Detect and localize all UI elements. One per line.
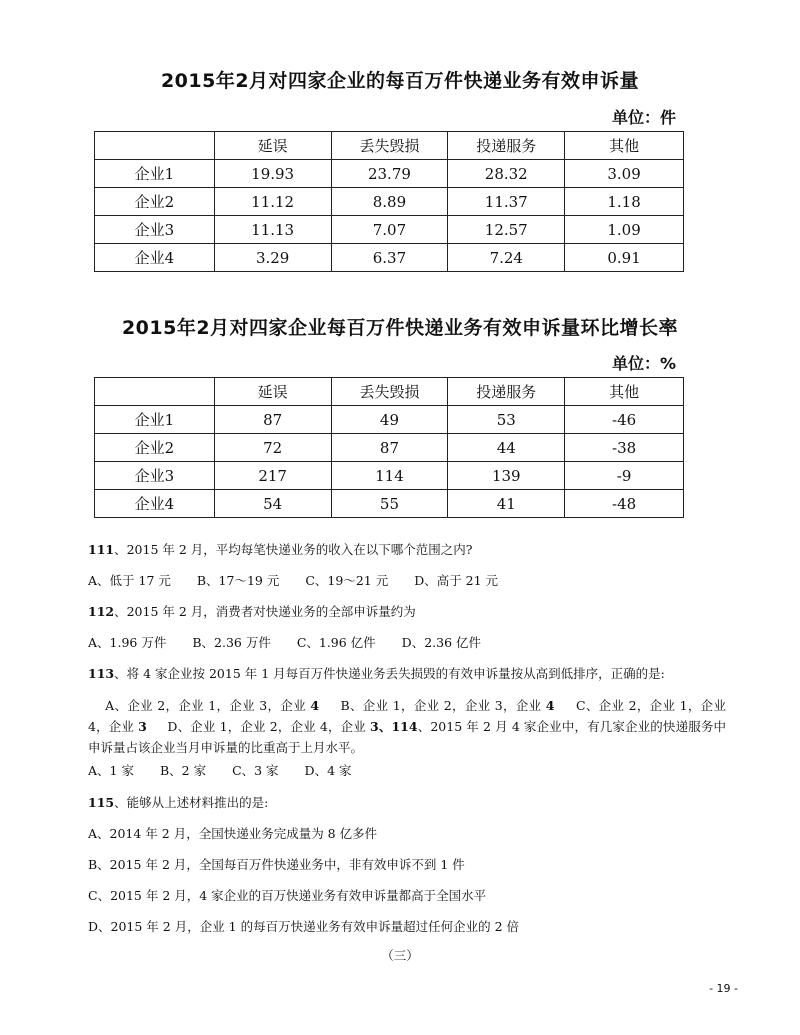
table-row <box>95 490 684 518</box>
question-112-options <box>88 633 728 653</box>
cell: 7.24 <box>448 244 565 272</box>
row-label: 企业4 <box>95 244 215 272</box>
table1 <box>94 131 684 272</box>
cell: 55 <box>331 490 448 518</box>
question-114-text: 、2015 年 2 月 4 家企业中，有几家企业的快递服务中申诉量占该企业当月申诉量的比重高于上月水平。 <box>88 719 726 755</box>
table1-unit: 单位：件 <box>612 108 677 127</box>
option-d: D、2.36 亿件 <box>401 635 481 650</box>
table-row <box>95 462 684 490</box>
cell: -48 <box>565 490 684 518</box>
row-label: 企业3 <box>95 462 215 490</box>
option-b: B、企业 1，企业 2，企业 3，企业 <box>340 698 546 713</box>
cell: 114 <box>331 462 448 490</box>
option-d: D、4 家 <box>304 763 352 778</box>
cell: 3.09 <box>565 160 684 188</box>
cell: 11.13 <box>214 216 331 244</box>
table-header-row <box>95 378 684 406</box>
row-label: 企业4 <box>95 490 215 518</box>
cell: 6.37 <box>331 244 448 272</box>
option-d: D、高于 21 元 <box>414 573 499 588</box>
cell: 28.32 <box>448 160 565 188</box>
question-111-options <box>88 571 728 591</box>
cell: 53 <box>448 406 565 434</box>
cell: 11.12 <box>214 188 331 216</box>
option-b: B、2 家 <box>159 763 207 778</box>
header-cell: 其他 <box>565 378 684 406</box>
table2-title: 2015年2月对四家企业每百万件快递业务有效申诉量环比增长率 <box>121 317 679 339</box>
table2-unit: 单位：% <box>612 354 677 373</box>
table-row <box>95 188 684 216</box>
cell: 87 <box>214 406 331 434</box>
header-cell <box>95 132 215 160</box>
cell: 0.91 <box>565 244 684 272</box>
table-row <box>95 434 684 462</box>
header-cell: 其他 <box>565 132 684 160</box>
cell: -9 <box>565 462 684 490</box>
question-number: 111 <box>88 542 115 557</box>
option-a: A、2014 年 2 月，全国快递业务完成量为 8 亿多件 <box>88 826 378 841</box>
row-label: 企业2 <box>95 188 215 216</box>
header-cell: 延误 <box>214 132 331 160</box>
option-a: A、企业 2，企业 1，企业 3，企业 <box>105 698 311 713</box>
option-c-end: 3 <box>138 719 147 734</box>
cell: 12.57 <box>448 216 565 244</box>
header-cell: 延误 <box>214 378 331 406</box>
cell: 217 <box>214 462 331 490</box>
question-text: 、能够从上述材料推出的是: <box>114 795 269 810</box>
option-c: C、3 家 <box>232 763 279 778</box>
header-cell: 丢失毁损 <box>331 132 448 160</box>
cell: 1.18 <box>565 188 684 216</box>
option-a: A、1 家 <box>88 763 134 778</box>
cell: 1.09 <box>565 216 684 244</box>
question-text: 、2015 年 2 月，消费者对快递业务的全部申诉量约为 <box>114 604 416 619</box>
cell: 139 <box>448 462 565 490</box>
cell: 49 <box>331 406 448 434</box>
option-c: C、企业 2，企业 1，企业 4，企业 <box>88 698 726 734</box>
cell: 41 <box>448 490 565 518</box>
cell: 3.29 <box>214 244 331 272</box>
question-number: 115 <box>88 795 115 810</box>
row-label: 企业1 <box>95 406 215 434</box>
header-cell: 投递服务 <box>448 378 565 406</box>
cell: 87 <box>331 434 448 462</box>
cell: -46 <box>565 406 684 434</box>
question-113 <box>88 664 728 684</box>
cell: 7.07 <box>331 216 448 244</box>
option-d-end: 3、114 <box>369 719 418 734</box>
cell: -38 <box>565 434 684 462</box>
option-b: B、17～19 元 <box>196 573 280 588</box>
cell: 19.93 <box>214 160 331 188</box>
question-111 <box>88 540 728 560</box>
row-label: 企业2 <box>95 434 215 462</box>
option-a-end: 4 <box>310 698 320 713</box>
question-113-options-and-114 <box>88 695 726 758</box>
option-b-end: 4 <box>545 698 555 713</box>
option-d: D、2015 年 2 月，企业 1 的每百万快递业务有效申诉量超过任何企业的 2 倍 <box>88 919 520 934</box>
cell: 11.37 <box>448 188 565 216</box>
cell: 44 <box>448 434 565 462</box>
page-number: - 19 - <box>709 982 738 995</box>
option-a: A、低于 17 元 <box>88 573 171 588</box>
table1-title: 2015年2月对四家企业的每百万件快递业务有效申诉量 <box>160 70 640 92</box>
table-row <box>95 406 684 434</box>
question-text: 、2015 年 2 月，平均每笔快递业务的收入在以下哪个范围之内? <box>114 542 473 557</box>
option-b: B、2015 年 2 月，全国每百万件快递业务中，非有效申诉不到 1 件 <box>88 857 465 872</box>
header-cell: 丢失毁损 <box>331 378 448 406</box>
option-b: B、2.36 万件 <box>192 635 271 650</box>
row-label: 企业3 <box>95 216 215 244</box>
question-text: 、将 4 家企业按 2015 年 1 月每百万件快递业务丢失损毁的有效申诉量按从高到低排序，正确的是: <box>114 666 665 681</box>
question-number: 113 <box>88 666 115 681</box>
cell: 8.89 <box>331 188 448 216</box>
header-cell: 投递服务 <box>448 132 565 160</box>
question-114-options <box>88 761 728 781</box>
table-header-row <box>95 132 684 160</box>
header-cell <box>95 378 215 406</box>
cell: 72 <box>214 434 331 462</box>
option-a: A、1.96 万件 <box>88 635 167 650</box>
cell: 23.79 <box>331 160 448 188</box>
question-number: 112 <box>88 604 115 619</box>
table-row <box>95 216 684 244</box>
option-c: C、19～21 元 <box>305 573 389 588</box>
question-112 <box>88 602 728 622</box>
table-row <box>95 160 684 188</box>
table2 <box>94 377 684 518</box>
table-row <box>95 244 684 272</box>
cell: 54 <box>214 490 331 518</box>
option-c: C、1.96 亿件 <box>296 635 376 650</box>
option-d: D、企业 1，企业 2，企业 4，企业 <box>167 719 370 734</box>
question-115 <box>88 793 728 813</box>
section-mark: （三） <box>381 948 419 963</box>
option-c: C、2015 年 2 月，4 家企业的百万快递业务有效申诉量都高于全国水平 <box>88 888 487 903</box>
row-label: 企业1 <box>95 160 215 188</box>
